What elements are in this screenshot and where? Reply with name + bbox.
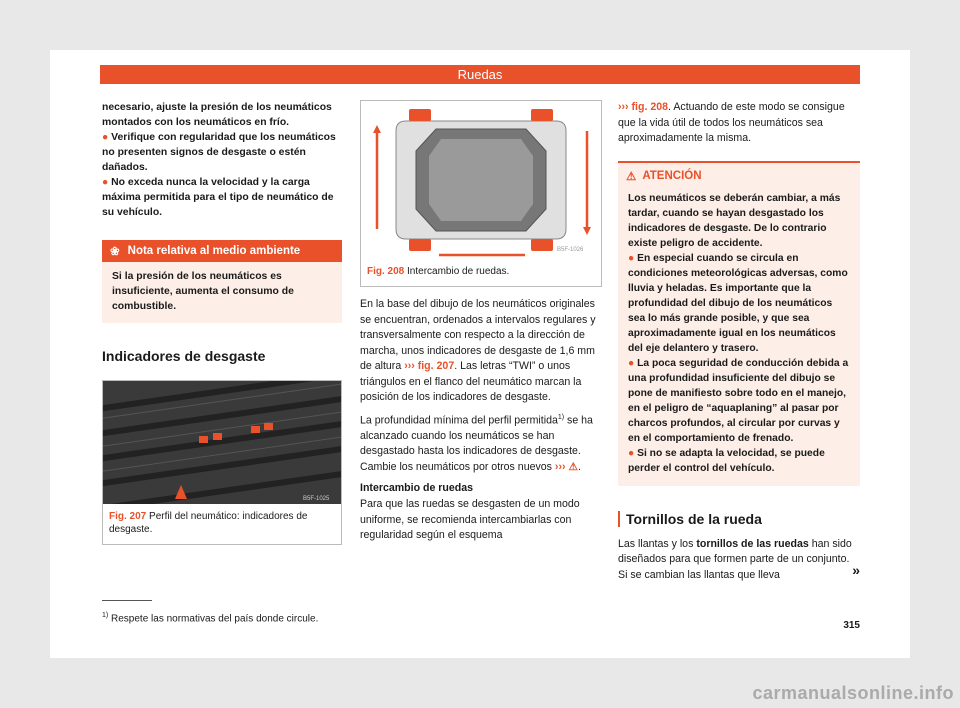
- figure-208: [360, 100, 602, 287]
- car-top-view-illustration: [361, 101, 601, 259]
- warning-link[interactable]: ››› ⚠: [554, 460, 578, 473]
- text: La profundidad mínima del perfil permitida: [360, 414, 558, 427]
- footnote-mark: 1): [102, 612, 109, 619]
- page-number: 315: [843, 620, 860, 631]
- column-1: [102, 100, 342, 545]
- environment-note: [102, 240, 342, 323]
- paragraph: Para que las ruedas se desgasten de un modo uniforme, se recomienda intercambiarlas con regularidad según el esquema: [360, 498, 580, 542]
- figure-link[interactable]: ››› fig. 208: [618, 101, 669, 113]
- watermark: carmanualsonline.info: [752, 683, 954, 703]
- caption-text: Perfil del neumático: indicadores de desgaste.: [109, 511, 308, 535]
- figure-number: Fig. 208: [367, 266, 405, 277]
- warning-body: [618, 189, 860, 486]
- bullet-icon: ●: [628, 252, 638, 264]
- bullet-icon: ●: [628, 447, 638, 459]
- footnote-text: Respete las normativas del país donde circule.: [111, 613, 319, 625]
- subheading: Intercambio de ruedas: [360, 482, 474, 495]
- text: Las llantas y los: [618, 537, 697, 550]
- text: han sido diseñados para que formen parte de un conjunto. Si se cambian las llantas que lleva: [618, 537, 852, 581]
- section-title: Tornillos de la rueda: [618, 511, 860, 527]
- section-title: Indicadores de desgaste: [102, 348, 266, 364]
- warning-text: Los neumáticos se deberán cambiar, a más tardar, cuando se hayan desgastado los indicadores de desgaste. De lo contrario existe peligro de accidente.: [628, 192, 841, 249]
- page: [50, 50, 910, 658]
- paragraph: La profundidad mínima del perfil permitida$^{1)}$ se ha alcanzado cuando los neumáticos se han desgastado hasta los indicadores de desgaste. Cambie los neumáticos por otros nuevos ››› ⚠.: [360, 413, 593, 473]
- bullet-item: [628, 446, 850, 476]
- column-2: [360, 100, 602, 544]
- figure-number: Fig. 207: [109, 511, 147, 522]
- figure-code: B5F-1025: [303, 496, 330, 502]
- figure-link[interactable]: ››› fig. 207: [404, 360, 455, 372]
- paragraph: [618, 100, 860, 147]
- note-title: Nota relativa al medio ambiente: [127, 245, 301, 257]
- bullet-item: [102, 175, 342, 220]
- bullet-item: [628, 356, 850, 446]
- footnote-ref: 1): [557, 413, 565, 421]
- bullet-text: En especial cuando se circula en condiciones meteorológicas adversas, como lluvia y heladas. Es importante que la profundidad del dibujo de los neumáticos sea lo más grande posible, y que sea aproximadamente igual en los neumáticos del eje delantero y trasero.: [628, 252, 848, 354]
- tire-tread-image: [103, 381, 341, 504]
- caption-text: Intercambio de ruedas.: [407, 266, 510, 277]
- tire-tread-illustration: [103, 381, 341, 504]
- figure-caption: [361, 259, 601, 286]
- note-header: [102, 240, 342, 262]
- leaf-icon: ❀: [110, 246, 120, 258]
- warning-icon: ⚠: [626, 170, 637, 183]
- figure-code: B5F-1026: [557, 247, 584, 253]
- footnote: [102, 612, 318, 624]
- footnote-divider: [102, 600, 152, 601]
- warning-header: [618, 163, 860, 189]
- bullet-item: [628, 251, 850, 356]
- text: . Actuando de este modo se consigue que la vida útil de todos los neumáticos sea aproximadamente la misma.: [618, 101, 845, 144]
- bullet-item: [102, 130, 342, 175]
- figure-caption: [103, 504, 341, 544]
- warning-title: ATENCIÓN: [642, 169, 702, 182]
- text: . Las letras “TWI” o unos triángulos en el flanco del neumático marcan la posición de los indicadores de desgaste.: [360, 360, 582, 403]
- warning-box: [618, 161, 860, 486]
- bullet-text: No exceda nunca la velocidad y la carga máxima permitida para el tipo de neumático de su vehículo.: [102, 177, 334, 218]
- header-bar: Ruedas: [100, 65, 860, 84]
- figure-207: [102, 380, 342, 545]
- paragraph: [360, 297, 602, 406]
- note-body: Si la presión de los neumáticos es insuficiente, aumenta el consumo de combustible.: [112, 271, 294, 312]
- bullet-icon: ●: [102, 132, 112, 143]
- column-3: [618, 100, 860, 583]
- paragraph: necesario, ajuste la presión de los neumáticos montados con los neumáticos en frío.: [102, 102, 332, 128]
- text: En la base del dibujo de los neumáticos originales se encuentran, ordenados a intervalos regulares y transversalmente con respecto a la dirección de marcha, unos indicadores de desgaste de 1,6 mm de altura: [360, 298, 596, 372]
- bullet-text: La poca seguridad de conducción debida a una profundidad insuficiente del dibujo se pone de manifiesto sobre todo en el manejo, en el peligro de “aquaplaning” al pasar por charcos profundos, al circular por curvas y en el comportamiento de frenado.: [628, 357, 849, 444]
- bullet-icon: ●: [102, 177, 112, 188]
- bullet-text: Verifique con regularidad que los neumáticos no presenten signos de desgaste o estén dañados.: [102, 132, 336, 173]
- wheel-rotation-image: [361, 101, 601, 259]
- bullet-icon: ●: [628, 357, 638, 369]
- bullet-text: Si no se adapta la velocidad, se puede perder el control del vehículo.: [628, 447, 825, 474]
- paragraph: [618, 537, 860, 584]
- continue-mark: »: [852, 562, 860, 578]
- bold-text: tornillos de las ruedas: [696, 537, 809, 550]
- text: se ha alcanzado cuando los neumáticos se han desgastado hasta los indicadores de desgaste. Cambie los neumáticos por otros nuevos: [360, 414, 593, 473]
